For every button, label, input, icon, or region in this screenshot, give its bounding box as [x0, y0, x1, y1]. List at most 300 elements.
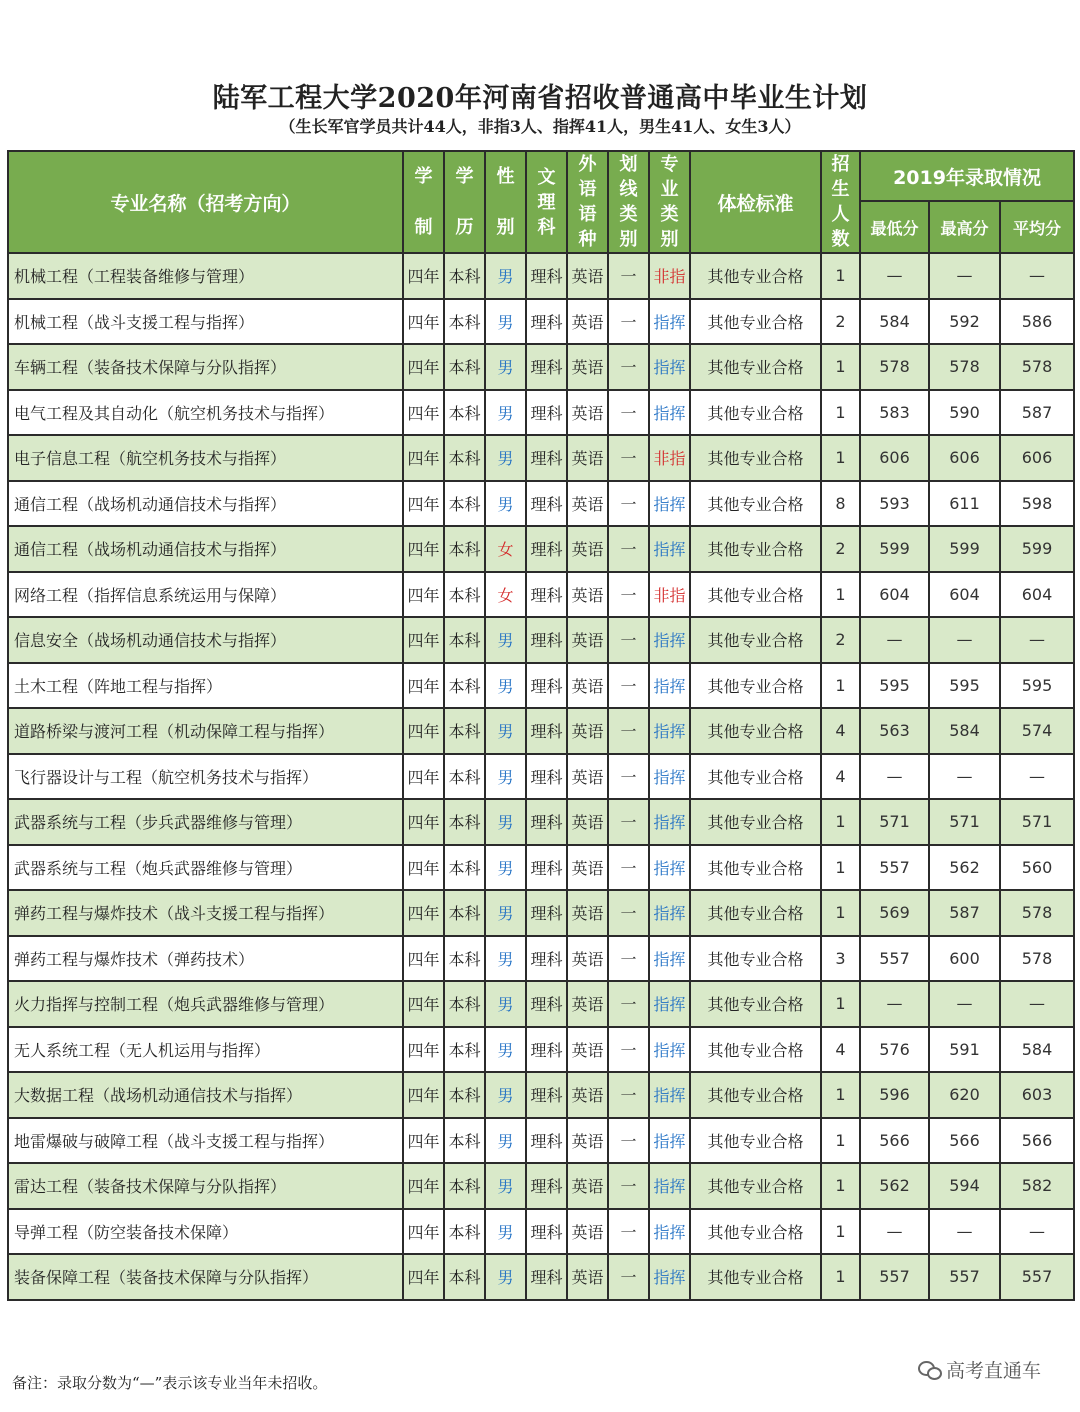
row-type: 指挥	[649, 1209, 690, 1255]
row-sex: 女	[485, 526, 526, 572]
header-waiyu: 外 语 语 种	[567, 151, 608, 253]
row-health: 其他专业合格	[690, 435, 821, 481]
row-name: 武器系统与工程（炮兵武器维修与管理）	[8, 845, 403, 891]
row-ke: 理科	[526, 1209, 567, 1255]
row-min: 604	[860, 572, 929, 618]
row-xueli: 本科	[444, 344, 485, 390]
row-lang: 英语	[567, 617, 608, 663]
row-health: 其他专业合格	[690, 754, 821, 800]
row-lang: 英语	[567, 572, 608, 618]
row-line: 一	[608, 1027, 649, 1073]
header-wenli: 文 理 科	[526, 151, 567, 253]
row-ke: 理科	[526, 481, 567, 527]
row-num: 1	[821, 572, 860, 618]
row-line: 一	[608, 253, 649, 299]
row-name: 火力指挥与控制工程（炮兵武器维修与管理）	[8, 981, 403, 1027]
row-type: 指挥	[649, 1254, 690, 1300]
row-ke: 理科	[526, 708, 567, 754]
row-ke: 理科	[526, 390, 567, 436]
row-xuezhi: 四年	[403, 1254, 444, 1300]
row-name: 地雷爆破与破障工程（战斗支援工程与指挥）	[8, 1118, 403, 1164]
row-min: 562	[860, 1163, 929, 1209]
row-max: —	[929, 1209, 1000, 1255]
row-lang: 英语	[567, 390, 608, 436]
watermark: 高考直通车	[918, 1356, 1041, 1383]
row-xuezhi: 四年	[403, 1163, 444, 1209]
row-xuezhi: 四年	[403, 799, 444, 845]
row-xueli: 本科	[444, 1254, 485, 1300]
row-sex: 男	[485, 1118, 526, 1164]
row-health: 其他专业合格	[690, 1118, 821, 1164]
row-max: —	[929, 253, 1000, 299]
row-xueli: 本科	[444, 845, 485, 891]
row-num: 1	[821, 1254, 860, 1300]
row-num: 1	[821, 663, 860, 709]
row-avg: 606	[1000, 435, 1074, 481]
row-health: 其他专业合格	[690, 708, 821, 754]
row-max: 587	[929, 890, 1000, 936]
row-lang: 英语	[567, 799, 608, 845]
row-type: 指挥	[649, 708, 690, 754]
row-max: 578	[929, 344, 1000, 390]
row-max: 600	[929, 936, 1000, 982]
row-xueli: 本科	[444, 253, 485, 299]
row-max: —	[929, 617, 1000, 663]
row-num: 1	[821, 981, 860, 1027]
row-name: 通信工程（战场机动通信技术与指挥）	[8, 526, 403, 572]
row-sex: 男	[485, 1209, 526, 1255]
row-ke: 理科	[526, 1027, 567, 1073]
row-max: 611	[929, 481, 1000, 527]
row-sex: 男	[485, 799, 526, 845]
row-type: 指挥	[649, 890, 690, 936]
row-xueli: 本科	[444, 754, 485, 800]
row-type: 指挥	[649, 663, 690, 709]
row-health: 其他专业合格	[690, 572, 821, 618]
table-row	[8, 253, 1074, 299]
row-min: 606	[860, 435, 929, 481]
row-name: 土木工程（阵地工程与指挥）	[8, 663, 403, 709]
row-num: 1	[821, 344, 860, 390]
table-row	[8, 1118, 1074, 1164]
row-line: 一	[608, 617, 649, 663]
row-health: 其他专业合格	[690, 1254, 821, 1300]
row-name: 弹药工程与爆炸技术（弹药技术）	[8, 936, 403, 982]
row-sex: 男	[485, 708, 526, 754]
row-avg: —	[1000, 1209, 1074, 1255]
table-row	[8, 572, 1074, 618]
row-sex: 男	[485, 617, 526, 663]
row-max: 599	[929, 526, 1000, 572]
row-max: 592	[929, 299, 1000, 345]
row-sex: 男	[485, 481, 526, 527]
row-xuezhi: 四年	[403, 299, 444, 345]
row-num: 1	[821, 435, 860, 481]
table-row	[8, 936, 1074, 982]
row-sex: 女	[485, 572, 526, 618]
row-ke: 理科	[526, 936, 567, 982]
table-row	[8, 481, 1074, 527]
row-type: 指挥	[649, 754, 690, 800]
table-row	[8, 1163, 1074, 1209]
row-sex: 男	[485, 754, 526, 800]
row-min: —	[860, 981, 929, 1027]
row-xueli: 本科	[444, 1027, 485, 1073]
row-xuezhi: 四年	[403, 708, 444, 754]
row-xuezhi: 四年	[403, 617, 444, 663]
row-ke: 理科	[526, 845, 567, 891]
row-line: 一	[608, 754, 649, 800]
row-sex: 男	[485, 1163, 526, 1209]
row-name: 装备保障工程（装备技术保障与分队指挥）	[8, 1254, 403, 1300]
row-sex: 男	[485, 890, 526, 936]
row-xuezhi: 四年	[403, 981, 444, 1027]
header-lastyear: 2019年录取情况	[860, 151, 1074, 201]
row-xueli: 本科	[444, 617, 485, 663]
table-row	[8, 981, 1074, 1027]
row-max: 584	[929, 708, 1000, 754]
table-row	[8, 1072, 1074, 1118]
row-lang: 英语	[567, 253, 608, 299]
row-avg: 595	[1000, 663, 1074, 709]
row-name: 弹药工程与爆炸技术（战斗支援工程与指挥）	[8, 890, 403, 936]
row-max: 620	[929, 1072, 1000, 1118]
row-health: 其他专业合格	[690, 981, 821, 1027]
row-num: 1	[821, 845, 860, 891]
row-min: 563	[860, 708, 929, 754]
row-min: —	[860, 1209, 929, 1255]
row-lang: 英语	[567, 708, 608, 754]
row-num: 4	[821, 1027, 860, 1073]
row-line: 一	[608, 799, 649, 845]
row-num: 1	[821, 1209, 860, 1255]
row-line: 一	[608, 1163, 649, 1209]
row-num: 1	[821, 1163, 860, 1209]
row-xueli: 本科	[444, 708, 485, 754]
header-avg: 平均分	[1000, 201, 1074, 253]
row-type: 非指	[649, 435, 690, 481]
row-min: 571	[860, 799, 929, 845]
row-sex: 男	[485, 344, 526, 390]
row-avg: —	[1000, 617, 1074, 663]
row-xuezhi: 四年	[403, 481, 444, 527]
row-type: 指挥	[649, 617, 690, 663]
row-ke: 理科	[526, 799, 567, 845]
table-row	[8, 526, 1074, 572]
row-num: 1	[821, 1072, 860, 1118]
row-name: 电气工程及其自动化（航空机务技术与指挥）	[8, 390, 403, 436]
row-type: 指挥	[649, 845, 690, 891]
row-avg: 574	[1000, 708, 1074, 754]
row-health: 其他专业合格	[690, 344, 821, 390]
row-line: 一	[608, 890, 649, 936]
row-sex: 男	[485, 299, 526, 345]
row-num: 2	[821, 526, 860, 572]
row-xuezhi: 四年	[403, 253, 444, 299]
row-health: 其他专业合格	[690, 799, 821, 845]
row-avg: 578	[1000, 936, 1074, 982]
row-xuezhi: 四年	[403, 1027, 444, 1073]
row-ke: 理科	[526, 754, 567, 800]
row-ke: 理科	[526, 299, 567, 345]
table-row	[8, 845, 1074, 891]
row-name: 机械工程（工程装备维修与管理）	[8, 253, 403, 299]
row-xuezhi: 四年	[403, 390, 444, 436]
row-ke: 理科	[526, 1254, 567, 1300]
row-avg: 604	[1000, 572, 1074, 618]
row-avg: 599	[1000, 526, 1074, 572]
table-row	[8, 1209, 1074, 1255]
row-avg: —	[1000, 253, 1074, 299]
row-name: 飞行器设计与工程（航空机务技术与指挥）	[8, 754, 403, 800]
row-type: 指挥	[649, 1072, 690, 1118]
row-type: 非指	[649, 253, 690, 299]
row-min: —	[860, 253, 929, 299]
row-line: 一	[608, 435, 649, 481]
row-xueli: 本科	[444, 299, 485, 345]
row-xueli: 本科	[444, 435, 485, 481]
row-xuezhi: 四年	[403, 526, 444, 572]
row-line: 一	[608, 481, 649, 527]
row-xuezhi: 四年	[403, 754, 444, 800]
row-xuezhi: 四年	[403, 344, 444, 390]
row-ke: 理科	[526, 1163, 567, 1209]
row-xuezhi: 四年	[403, 572, 444, 618]
row-num: 1	[821, 890, 860, 936]
row-type: 指挥	[649, 936, 690, 982]
row-avg: 598	[1000, 481, 1074, 527]
row-name: 网络工程（指挥信息系统运用与保障）	[8, 572, 403, 618]
row-health: 其他专业合格	[690, 845, 821, 891]
row-min: 557	[860, 1254, 929, 1300]
row-line: 一	[608, 663, 649, 709]
row-ke: 理科	[526, 617, 567, 663]
row-line: 一	[608, 344, 649, 390]
row-min: 569	[860, 890, 929, 936]
row-type: 指挥	[649, 390, 690, 436]
row-name: 信息安全（战场机动通信技术与指挥）	[8, 617, 403, 663]
row-ke: 理科	[526, 572, 567, 618]
row-name: 道路桥梁与渡河工程（机动保障工程与指挥）	[8, 708, 403, 754]
row-sex: 男	[485, 1027, 526, 1073]
row-min: 557	[860, 936, 929, 982]
row-health: 其他专业合格	[690, 481, 821, 527]
table-row	[8, 1027, 1074, 1073]
row-lang: 英语	[567, 526, 608, 572]
row-name: 武器系统与工程（步兵武器维修与管理）	[8, 799, 403, 845]
table-row	[8, 390, 1074, 436]
row-min: 595	[860, 663, 929, 709]
row-lang: 英语	[567, 344, 608, 390]
row-min: —	[860, 754, 929, 800]
row-name: 通信工程（战场机动通信技术与指挥）	[8, 481, 403, 527]
row-xuezhi: 四年	[403, 435, 444, 481]
row-xueli: 本科	[444, 663, 485, 709]
row-lang: 英语	[567, 981, 608, 1027]
row-xueli: 本科	[444, 1072, 485, 1118]
row-xueli: 本科	[444, 572, 485, 618]
row-xuezhi: 四年	[403, 663, 444, 709]
row-max: 557	[929, 1254, 1000, 1300]
row-max: —	[929, 754, 1000, 800]
table-row	[8, 708, 1074, 754]
row-lang: 英语	[567, 1027, 608, 1073]
table-row	[8, 344, 1074, 390]
row-type: 指挥	[649, 299, 690, 345]
row-num: 4	[821, 754, 860, 800]
row-sex: 男	[485, 663, 526, 709]
row-max: —	[929, 981, 1000, 1027]
row-min: —	[860, 617, 929, 663]
row-lang: 英语	[567, 299, 608, 345]
row-num: 1	[821, 253, 860, 299]
row-min: 566	[860, 1118, 929, 1164]
row-xueli: 本科	[444, 981, 485, 1027]
row-line: 一	[608, 708, 649, 754]
table-row	[8, 299, 1074, 345]
row-xueli: 本科	[444, 1209, 485, 1255]
row-max: 566	[929, 1118, 1000, 1164]
row-num: 2	[821, 299, 860, 345]
row-health: 其他专业合格	[690, 1027, 821, 1073]
row-avg: 571	[1000, 799, 1074, 845]
row-max: 562	[929, 845, 1000, 891]
table-row	[8, 1254, 1074, 1300]
row-min: 578	[860, 344, 929, 390]
row-num: 1	[821, 390, 860, 436]
row-type: 指挥	[649, 1027, 690, 1073]
row-line: 一	[608, 845, 649, 891]
row-ke: 理科	[526, 344, 567, 390]
header-renshu: 招 生 人 数	[821, 151, 860, 253]
page-title: 陆军工程大学2020年河南省招收普通高中毕业生计划	[212, 83, 868, 114]
row-lang: 英语	[567, 1163, 608, 1209]
row-line: 一	[608, 572, 649, 618]
row-avg: 578	[1000, 890, 1074, 936]
row-health: 其他专业合格	[690, 253, 821, 299]
row-health: 其他专业合格	[690, 663, 821, 709]
row-max: 591	[929, 1027, 1000, 1073]
row-avg: 586	[1000, 299, 1074, 345]
row-xuezhi: 四年	[403, 936, 444, 982]
row-min: 593	[860, 481, 929, 527]
table-row	[8, 663, 1074, 709]
row-sex: 男	[485, 981, 526, 1027]
row-health: 其他专业合格	[690, 390, 821, 436]
row-health: 其他专业合格	[690, 1072, 821, 1118]
row-line: 一	[608, 1209, 649, 1255]
row-name: 雷达工程（装备技术保障与分队指挥）	[8, 1163, 403, 1209]
header-min: 最低分	[860, 201, 929, 253]
row-health: 其他专业合格	[690, 526, 821, 572]
row-health: 其他专业合格	[690, 1209, 821, 1255]
row-sex: 男	[485, 435, 526, 481]
row-type: 指挥	[649, 481, 690, 527]
row-lang: 英语	[567, 1209, 608, 1255]
row-xuezhi: 四年	[403, 1118, 444, 1164]
row-line: 一	[608, 1072, 649, 1118]
row-avg: 560	[1000, 845, 1074, 891]
header-tijian: 体检标准	[690, 151, 821, 253]
row-avg: 557	[1000, 1254, 1074, 1300]
row-type: 指挥	[649, 799, 690, 845]
row-sex: 男	[485, 845, 526, 891]
row-lang: 英语	[567, 890, 608, 936]
row-xueli: 本科	[444, 1163, 485, 1209]
row-ke: 理科	[526, 1072, 567, 1118]
row-line: 一	[608, 1254, 649, 1300]
row-health: 其他专业合格	[690, 1163, 821, 1209]
row-xuezhi: 四年	[403, 1072, 444, 1118]
row-name: 无人系统工程（无人机运用与指挥）	[8, 1027, 403, 1073]
table-row	[8, 890, 1074, 936]
row-xuezhi: 四年	[403, 845, 444, 891]
row-ke: 理科	[526, 981, 567, 1027]
table-row	[8, 799, 1074, 845]
row-ke: 理科	[526, 1118, 567, 1164]
row-ke: 理科	[526, 663, 567, 709]
row-line: 一	[608, 390, 649, 436]
row-max: 604	[929, 572, 1000, 618]
row-type: 非指	[649, 572, 690, 618]
footnote: 备注：录取分数为“—”表示该专业当年未招收。	[12, 1374, 328, 1392]
row-num: 2	[821, 617, 860, 663]
header-xingbie: 性 别	[485, 151, 526, 253]
row-health: 其他专业合格	[690, 299, 821, 345]
enrollment-table	[7, 150, 1075, 1301]
row-health: 其他专业合格	[690, 890, 821, 936]
row-sex: 男	[485, 1254, 526, 1300]
row-name: 电子信息工程（航空机务技术与指挥）	[8, 435, 403, 481]
row-type: 指挥	[649, 1118, 690, 1164]
row-xueli: 本科	[444, 890, 485, 936]
row-num: 4	[821, 708, 860, 754]
row-min: 584	[860, 299, 929, 345]
wechat-icon	[918, 1361, 942, 1379]
row-min: 576	[860, 1027, 929, 1073]
row-lang: 英语	[567, 1072, 608, 1118]
row-type: 指挥	[649, 344, 690, 390]
row-lang: 英语	[567, 1118, 608, 1164]
row-name: 导弹工程（防空装备技术保障）	[8, 1209, 403, 1255]
row-name: 车辆工程（装备技术保障与分队指挥）	[8, 344, 403, 390]
row-name: 大数据工程（战场机动通信技术与指挥）	[8, 1072, 403, 1118]
row-num: 8	[821, 481, 860, 527]
row-xueli: 本科	[444, 1118, 485, 1164]
row-num: 1	[821, 1118, 860, 1164]
row-lang: 英语	[567, 936, 608, 982]
row-xuezhi: 四年	[403, 1209, 444, 1255]
row-max: 595	[929, 663, 1000, 709]
row-num: 1	[821, 799, 860, 845]
row-avg: 582	[1000, 1163, 1074, 1209]
row-xuezhi: 四年	[403, 890, 444, 936]
header-max: 最高分	[929, 201, 1000, 253]
row-ke: 理科	[526, 526, 567, 572]
row-avg: 578	[1000, 344, 1074, 390]
row-line: 一	[608, 526, 649, 572]
header-huaxian: 划 线 类 别	[608, 151, 649, 253]
row-lang: 英语	[567, 1254, 608, 1300]
row-avg: 603	[1000, 1072, 1074, 1118]
row-min: 599	[860, 526, 929, 572]
table-row	[8, 435, 1074, 481]
row-lang: 英语	[567, 754, 608, 800]
row-max: 571	[929, 799, 1000, 845]
row-sex: 男	[485, 253, 526, 299]
row-ke: 理科	[526, 253, 567, 299]
row-line: 一	[608, 981, 649, 1027]
